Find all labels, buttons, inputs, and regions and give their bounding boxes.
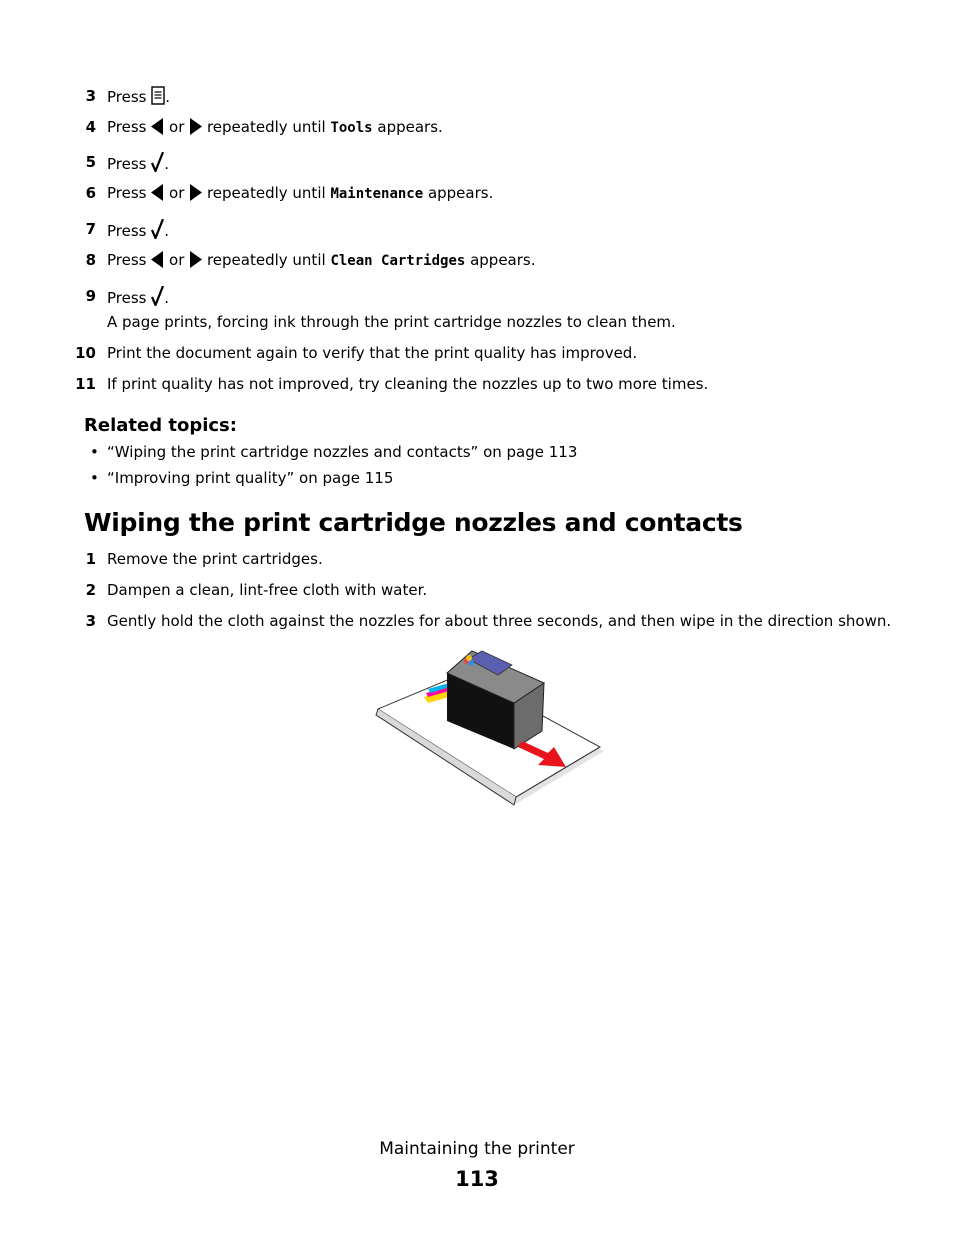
- left-arrow-icon: [151, 118, 164, 135]
- step-text: Press: [107, 88, 147, 106]
- step-number: 3: [85, 87, 96, 105]
- right-arrow-icon: [189, 251, 202, 268]
- right-arrow-icon: [189, 184, 202, 201]
- footer-chapter: Maintaining the printer: [379, 1139, 575, 1159]
- right-arrow-icon: [189, 118, 202, 135]
- related-topics-heading: Related topics:: [84, 415, 237, 436]
- checkmark-icon: [151, 219, 164, 239]
- menu-icon: [151, 86, 165, 105]
- menu-option-code: Clean Cartridges: [330, 253, 466, 269]
- left-arrow-icon: [151, 251, 164, 268]
- bullet-icon: •: [90, 469, 99, 487]
- checkmark-icon: [151, 152, 164, 172]
- left-arrow-icon: [151, 184, 164, 201]
- menu-option-code: Tools: [330, 120, 373, 136]
- menu-option-code: Maintenance: [330, 186, 424, 202]
- page-number: 113: [455, 1167, 499, 1191]
- section-title: Wiping the print cartridge nozzles and contacts: [84, 508, 743, 537]
- step-number: 4: [85, 118, 96, 136]
- cartridge-wiping-illustration: [372, 643, 607, 813]
- bullet-icon: •: [90, 443, 99, 461]
- checkmark-icon: [151, 286, 164, 306]
